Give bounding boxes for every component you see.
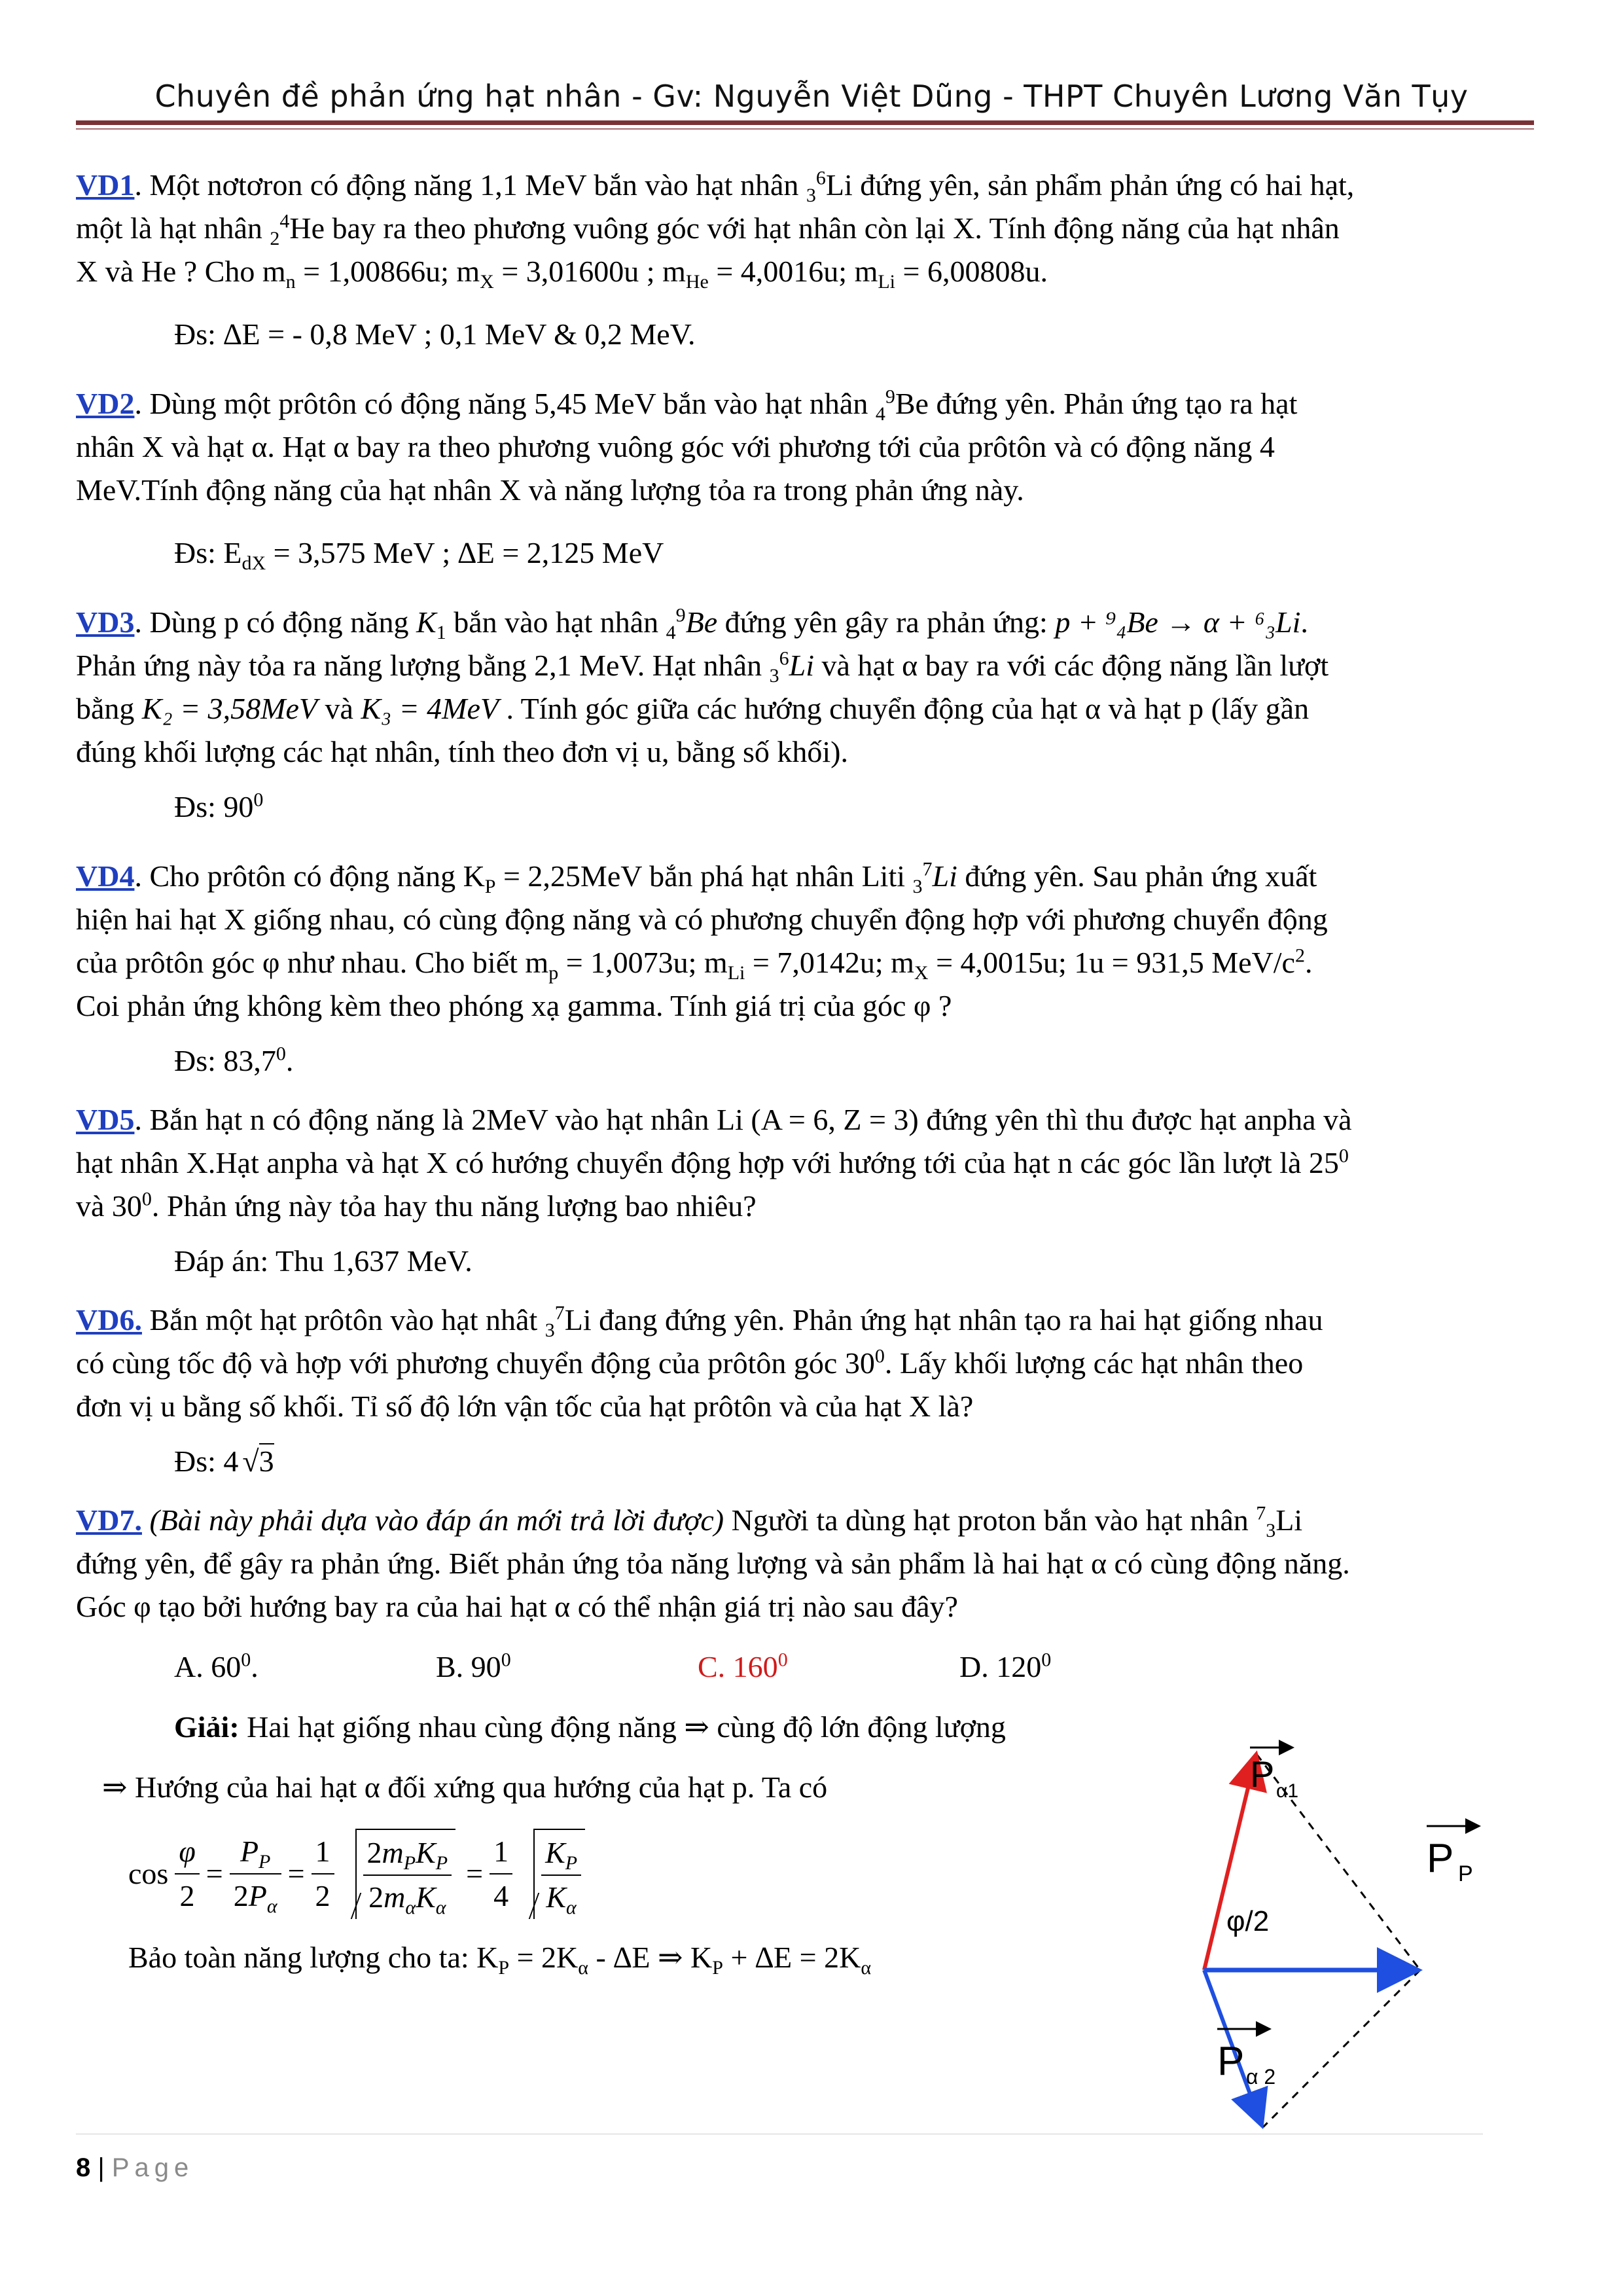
- page-number: 8: [76, 2153, 91, 2182]
- choice-b[interactable]: B. $90^0$: [436, 1649, 511, 1683]
- choice-d[interactable]: D. $120^0$: [959, 1649, 1052, 1683]
- vd6-paragraph: VD6. Bắn một hạt prôtôn vào hạt nhât $_3^7$Li đang đứng yên. Phản ứng hạt nhân tạo ra hai hạt giống nhau có cùng tốc độ và hợp với phương chuyển động của prôtôn góc $30^0$. Lấy khối lượng các hạt nhân theo đơn vị u bằng số khối. Tỉ số độ lớn vận tốc của hạt prôtôn và của hạt X là?: [76, 1302, 1323, 1423]
- vd1-label[interactable]: VD1: [76, 168, 135, 202]
- energy-conservation: Bảo toàn năng lượng cho ta: $K_P = 2K_\alpha - \Delta E$ ⇒ $K_P + \Delta E = 2K_\alpha$: [128, 1941, 872, 1979]
- vd5-answer: Đáp án: Thu 1,637 MeV.: [174, 1244, 473, 1278]
- svg-text:α1: α1: [1276, 1780, 1299, 1802]
- vd4-label[interactable]: VD4: [76, 859, 135, 893]
- cos-formula: cos $\frac{\varphi}{2}$ = $\frac{P_P}{2P_\alpha}$ = $\frac{1}{2}$ $\frac{2m_PK_P}{2m_\alpha K_\alpha}$ = $\frac{1}{4}$ $\frac{K_P}{K_\alpha}$: [128, 1829, 1483, 1919]
- dashed-edge-bottom: [1263, 1970, 1420, 2127]
- vd6-answer: Đs: 4 √3: [174, 1444, 274, 1478]
- vd7-label[interactable]: VD7.: [76, 1503, 142, 1537]
- vd2-label[interactable]: VD2: [76, 387, 135, 420]
- vd3-answer: Đs: $90^0$: [174, 789, 264, 823]
- svg-text:P: P: [1458, 1861, 1473, 1886]
- p-alpha1-vector: [1204, 1758, 1255, 1970]
- momentum-diagram: [1171, 1734, 1512, 2140]
- svg-text:α 2: α 2: [1246, 2065, 1276, 2089]
- header-rule: [76, 120, 1534, 125]
- p-alpha2-label: P: [1217, 2039, 1245, 2084]
- vd1-answer: Đs: ∆E = - 0,8 MeV ; 0,1 MeV & 0,2 MeV.: [174, 317, 696, 351]
- vd7-paragraph: VD7. (Bài này phải dựa vào đáp án mới trả lời được) Người ta dùng hạt proton bắn vào hạt nhân $^7_3$Li đứng yên, để gây ra phản ứng. Biết phản ứng tỏa năng lượng và sản phẩm là hai hạt α có cùng động năng. Góc φ tạo bởi hướng bay ra của hai hạt α có thể nhận giá trị nào sau đây?: [76, 1502, 1350, 1623]
- vd4-answer: Đs: 83,7$^0$.: [174, 1043, 294, 1077]
- p-p-label: P: [1427, 1836, 1454, 1881]
- vd5-paragraph: VD5. Bắn hạt n có động năng là 2MeV vào hạt nhân Li (A = 6, Z = 3) đứng yên thì thu được hạt anpha và hạt nhân X.Hạt anpha và hạt X có hướng chuyển động hợp với hướng tới của hạt n các góc lần lượt là $25^0$ và $30^0$. Phản ứng này tỏa hay thu năng lượng bao nhiêu?: [76, 1103, 1352, 1223]
- half-angle-label: φ/2: [1226, 1905, 1270, 1937]
- vd7-solution: Giải: Hai hạt giống nhau cùng động năng ⇒ cùng độ lớn động lượng: [174, 1710, 1006, 1744]
- choice-c[interactable]: C. $160^0$: [698, 1649, 788, 1683]
- choice-a[interactable]: A. $60^0$.: [174, 1649, 259, 1683]
- vd2-paragraph: VD2. Dùng một prôtôn có động năng 5,45 MeV bắn vào hạt nhân $_4^9$Be đứng yên. Phản ứng tạo ra hạt nhân X và hạt α. Hạt α bay ra theo phương vuông góc với phương tới của prôtôn và có động năng 4 MeV.Tính động năng của hạt nhân X và năng lượng tỏa ra trong phản ứng này.: [76, 386, 1298, 507]
- vd5-label[interactable]: VD5: [76, 1103, 135, 1136]
- vd7-solution-2: ⇒ Hướng của hai hạt α đối xứng qua hướng của hạt p. Ta có: [102, 1770, 828, 1804]
- vd1-paragraph: VD1. Một nơtơron có động năng 1,1 MeV bắn vào hạt nhân $_3^6$Li đứng yên, sản phẩm phản ứng có hai hạt, một là hạt nhân $_2^4$He bay ra theo phương vuông góc với hạt nhân còn lại X. Tính động năng của hạt nhân X và He ? Cho $m_n = 1,00866u$; $m_X = 3,01600u$ ; $m_{He} = 4,0016u$; $m_{Li} = 6,00808u$.: [76, 167, 1355, 293]
- page-footer: 8 | Page: [76, 2153, 194, 2182]
- vd4-paragraph: VD4. Cho prôtôn có động năng $K_P = 2,25MeV$ bắn phá hạt nhân Liti $_3^7$Li đứng yên. Sau phản ứng xuất hiện hai hạt X giống nhau, có cùng động năng và có phương chuyển động hợp với phương chuyển động của prôtôn góc φ như nhau. Cho biết $m_p = 1,0073u$; $m_{Li} = 7,0142u$; $m_X = 4,0015u$; 1u = 931,5 MeV/$c^2$. Coi phản ứng không kèm theo phóng xạ gamma. Tính giá trị của góc φ ?: [76, 858, 1328, 1022]
- page-word: Page: [111, 2153, 194, 2182]
- page-header: Chuyên đề phản ứng hạt nhân - Gv: Nguyễn Việt Dũng - THPT Chuyên Lương Văn Tụy: [154, 79, 1469, 114]
- p-alpha1-label: P: [1250, 1753, 1275, 1795]
- document-body: [76, 164, 1483, 1979]
- vd3-label[interactable]: VD3: [76, 605, 135, 639]
- vd3-reaction: p + ⁹₄Be → α + ⁶₃Li: [1055, 605, 1301, 639]
- vd3-paragraph: VD3. Dùng p có động năng $K_1$ bắn vào hạt nhân $_4^9$Be đứng yên gây ra phản ứng: p + ⁹₄Be → α + ⁶₃Li. Phản ứng này tỏa ra năng lượng bằng 2,1 MeV. Hạt nhân $_3^6$Li và hạt α bay ra với các động năng lần lượt bằng K₂ = 3,58MeV và K₃ = 4MeV . Tính góc giữa các hướng chuyển động của hạt α và hạt p (lấy gần đúng khối lượng các hạt nhân, tính theo đơn vị u, bằng số khối).: [76, 604, 1329, 768]
- vd6-label[interactable]: VD6.: [76, 1303, 142, 1336]
- vd2-answer: Đs: $E_{dX} = 3,575$ MeV ; ∆E = 2,125 MeV: [174, 536, 664, 575]
- vd7-choices: [174, 1645, 1221, 1689]
- header-rule-thin: [76, 128, 1534, 130]
